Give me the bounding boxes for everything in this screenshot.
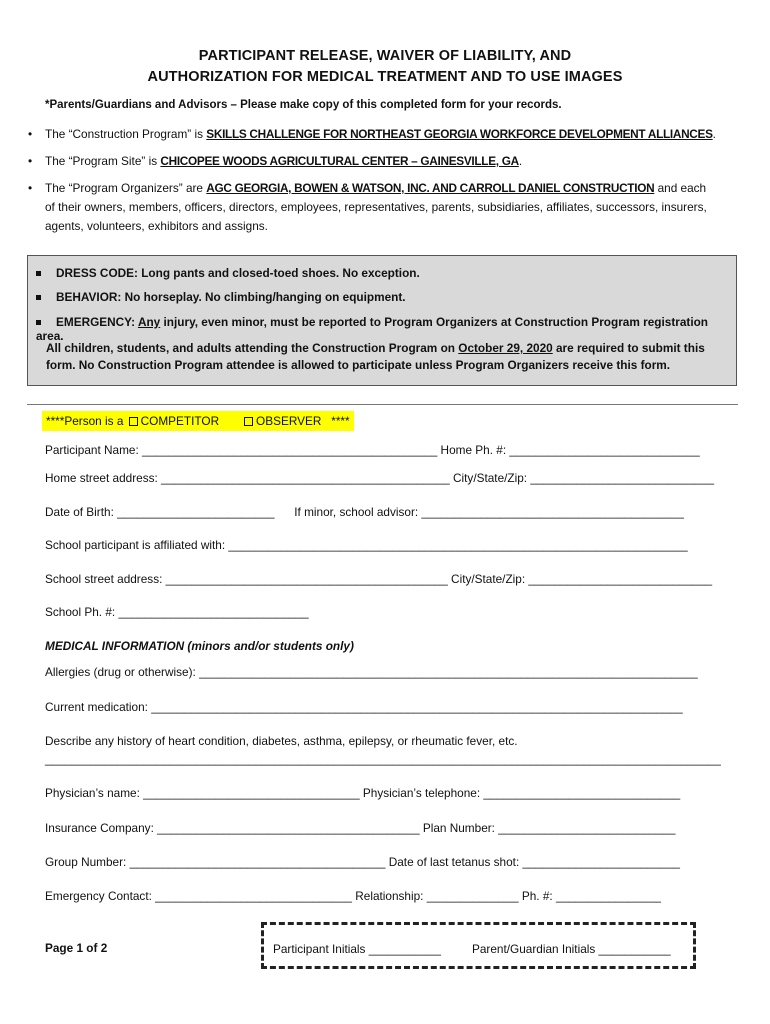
copy-note: *Parents/Guardians and Advisors – Please make copy of this completed form for your records. — [45, 99, 562, 111]
definitions-list — [28, 125, 718, 244]
emergency-rule: EMERGENCY: Any injury, even minor, must be reported to Program Organizers at Construction Program registration area. — [36, 315, 709, 343]
construction-program-value: SKILLS CHALLENGE FOR NORTHEAST GEORGIA WORKFORCE DEVELOPMENT ALLIANCES — [206, 127, 713, 141]
home-address-field[interactable]: Home street address: ____________________________________________ City/State/Zip: ____________________________ — [45, 471, 715, 485]
physician-field[interactable]: Physician’s name: _________________________________ Physician’s telephone: ______________________________ — [45, 786, 681, 800]
program-organizers-value: AGC GEORGIA, BOWEN & WATSON, INC. AND CARROLL DANIEL CONSTRUCTION — [206, 181, 655, 195]
form-title-line-2: AUTHORIZATION FOR MEDICAL TREATMENT AND TO USE IMAGES — [147, 69, 623, 85]
competitor-checkbox[interactable] — [129, 417, 138, 426]
person-type-selector: ****Person is a COMPETITOR OBSERVER **** — [42, 411, 354, 431]
square-bullet-icon — [36, 320, 41, 325]
list-item: • The “Program Site” is CHICOPEE WOODS AGRICULTURAL CENTER – GAINESVILLE, GA. — [28, 152, 718, 171]
group-number-field[interactable]: Group Number: _______________________________________ Date of last tetanus shot: ________________________ — [45, 855, 680, 869]
bullet-icon: • — [28, 154, 33, 168]
school-phone-field[interactable]: School Ph. #: _____________________________ — [45, 605, 309, 619]
list-item: • The “Program Organizers” are AGC GEORGIA, BOWEN & WATSON, INC. AND CARROLL DANIEL CONSTRUCTION and each of their owners, members, officers, directors, employees, representatives, parents, subsidiaries, affiliates, successors, insurers, agents, volunteers, exhibitors and assigns. — [28, 181, 707, 233]
section-divider — [27, 404, 738, 405]
submission-note: All children, students, and adults attending the Construction Program on October 29, 2020 are required to submit this form. No Construction Program attendee is allowed to participate unless Program Organizers receive this form. — [46, 341, 705, 372]
form-title-line-1: PARTICIPANT RELEASE, WAIVER OF LIABILITY, AND — [198, 48, 572, 64]
list-item: • The “Construction Program” is SKILLS CHALLENGE FOR NORTHEAST GEORGIA WORKFORCE DEVELOPMENT ALLIANCES. — [28, 125, 718, 144]
bullet-icon: • — [28, 181, 33, 195]
school-affiliated-field[interactable]: School participant is affiliated with: ______________________________________________________________________ — [45, 538, 688, 552]
square-bullet-icon — [36, 295, 41, 300]
dress-code-rule: DRESS CODE: Long pants and closed-toed shoes. No exception. — [36, 266, 420, 280]
observer-checkbox[interactable] — [244, 417, 253, 426]
rules-box — [27, 255, 737, 386]
event-date: October 29, 2020 — [458, 341, 553, 355]
behavior-rule: BEHAVIOR: No horseplay. No climbing/hanging on equipment. — [36, 290, 406, 304]
medical-information-heading: MEDICAL INFORMATION (minors and/or students only) — [45, 639, 354, 653]
participant-name-field[interactable]: Participant Name: _____________________________________________ Home Ph. #: _____________________________ — [45, 443, 700, 457]
school-address-field[interactable]: School street address: ___________________________________________ City/State/Zip: ____________________________ — [45, 572, 713, 586]
insurance-field[interactable]: Insurance Company: ________________________________________ Plan Number: ___________________________ — [45, 821, 676, 835]
date-of-birth-field[interactable]: Date of Birth: ________________________ If minor, school advisor: ________________________________________ — [45, 505, 684, 519]
bullet-icon: • — [28, 127, 33, 141]
initials-box — [261, 922, 696, 969]
guardian-initials-field[interactable]: Parent/Guardian Initials ___________ — [472, 942, 671, 956]
allergies-field[interactable]: Allergies (drug or otherwise): ____________________________________________________________________________ — [45, 665, 698, 679]
square-bullet-icon — [36, 271, 41, 276]
medical-history-label: Describe any history of heart condition, diabetes, asthma, epilepsy, or rheumatic fever, etc. — [45, 734, 518, 748]
emergency-contact-field[interactable]: Emergency Contact: ______________________________ Relationship: ______________ Ph. #: ________________ — [45, 889, 661, 903]
participant-initials-field[interactable]: Participant Initials ___________ — [273, 942, 441, 956]
program-site-value: CHICOPEE WOODS AGRICULTURAL CENTER – GAINESVILLE, GA — [160, 154, 519, 168]
medical-history-field[interactable]: _______________________________________________________________________________________________________ — [45, 752, 721, 766]
current-medication-field[interactable]: Current medication: _________________________________________________________________________________ — [45, 700, 683, 714]
page-number: Page 1 of 2 — [45, 941, 108, 955]
